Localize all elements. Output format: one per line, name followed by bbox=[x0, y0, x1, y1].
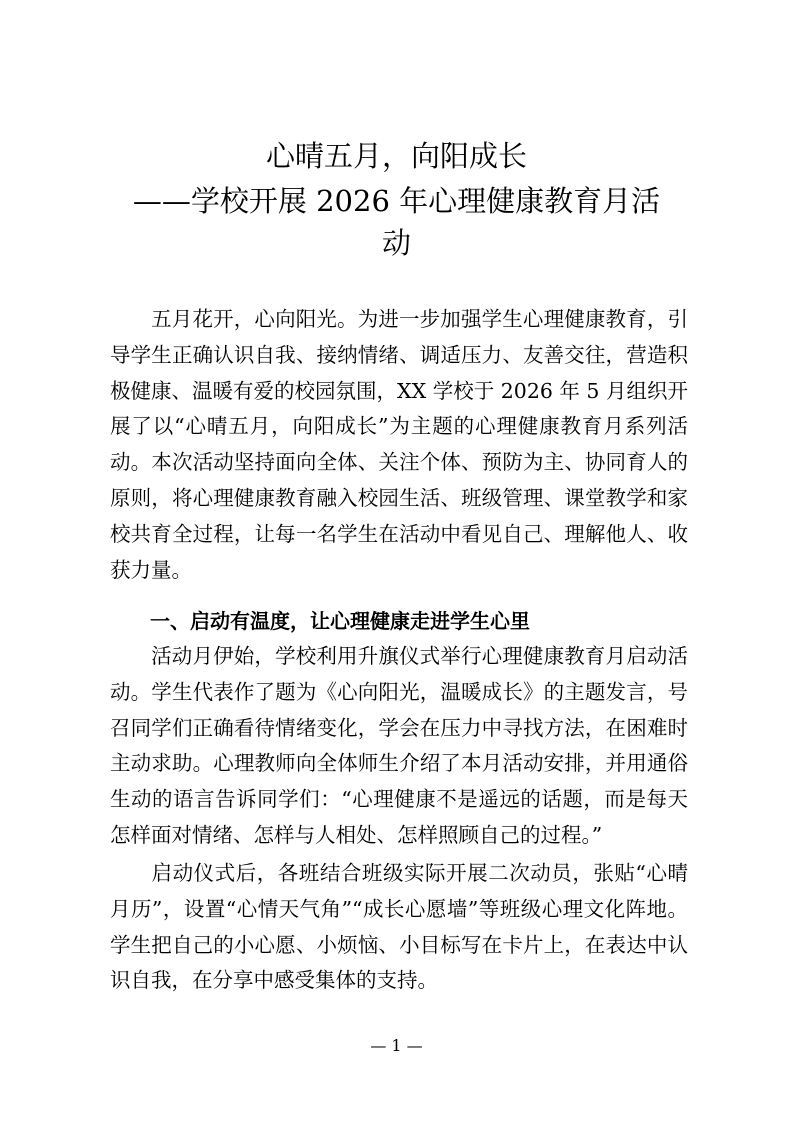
section-1-heading: 一、启动有温度，让心理健康走进学生心里 bbox=[150, 609, 530, 633]
section-1-paragraph-2 bbox=[110, 856, 688, 999]
section-1-paragraph-1-text: 活动月伊始，学校利用升旗仪式举行心理健康教育月启动活动。学生代表作了题为《心向阳光，温暖成长》的主题发言，号召同学们正确看待情绪变化，学会在压力中寻找方法，在困难时主动求助。心理教师向全体师生介绍了本月活动安排，并用通俗生动的语言告诉同学们：“心理健康不是遥远的话题，而是每天怎样面对情绪、怎样与人相处、怎样照顾自己的过程。” bbox=[110, 644, 688, 847]
title-line-3: 动 bbox=[381, 226, 411, 260]
page-number: — 1 — bbox=[370, 1036, 423, 1055]
title-line-1: 心晴五月，向阳成长 bbox=[265, 139, 527, 173]
intro-text: 五月花开，心向阳光。为进一步加强学生心理健康教育，引导学生正确认识自我、接纳情绪、调适压力、友善交往，营造积极健康、温暖有爱的校园氛围，XX 学校于 2026 年 5 月组织开展了以“心晴五月，向阳成长”为主题的心理健康教育月系列活动。本次活动坚持面向全体、关注个体、预防为主、协同育人的原则，将心理健康教育融入校园生活、班级管理、课堂教学和家校共育全过程，让每一名学生在活动中看见自己、理解他人、收获力量。 bbox=[110, 307, 688, 582]
title-line-2: ——学校开展 2026 年心理健康教育月活 bbox=[132, 184, 661, 218]
intro-paragraph bbox=[110, 302, 688, 588]
section-1-paragraph-1 bbox=[110, 639, 688, 854]
section-1-paragraph-2-text: 启动仪式后，各班结合班级实际开展二次动员，张贴“心晴月历”，设置“心情天气角”“成长心愿墙”等班级心理文化阵地。学生把自己的小心愿、小烦恼、小目标写在卡片上，在表达中认识自我，在分享中感受集体的支持。 bbox=[110, 861, 688, 993]
